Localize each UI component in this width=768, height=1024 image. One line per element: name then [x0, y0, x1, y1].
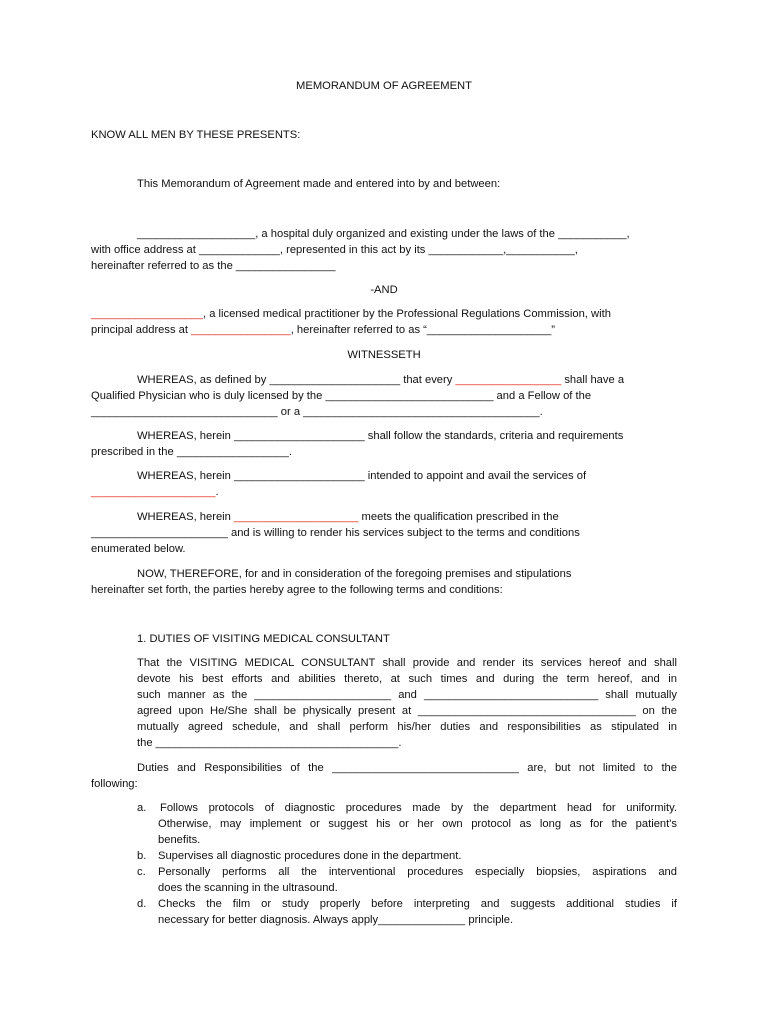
whereas3-line2: [91, 485, 219, 499]
witnesseth-heading: WITNESSETH: [347, 349, 421, 361]
list-item-d-line2: necessary for better diagnosis. Always apply______________ principle.: [158, 914, 514, 926]
list-item-a-line1: Follows protocols of diagnostic procedures made by the department head for uniformity.: [160, 802, 677, 814]
list-item-b-line1: Supervises all diagnostic procedures done in the department.: [158, 850, 462, 862]
section1-p2-line1: Duties and Responsibilities of the ______________________________ are, but not limited to the: [137, 762, 677, 774]
party1-line3: hereinafter referred to as the ________________: [91, 260, 336, 272]
list-item-a-line2: Otherwise, may implement or suggest his or her own protocol as long as for the patient's: [158, 818, 677, 830]
whereas4-line2: ______________________ and is willing to render his services subject to the terms and conditions: [91, 527, 580, 539]
party1-line1-text: , a hospital duly organized and existing under the laws of the ___________,: [255, 228, 630, 240]
list-item-c-line1: Personally performs all the interventional procedures especially biopsies, aspirations and: [158, 866, 677, 878]
section1-p1-line5: mutually agreed schedule, and shall perform his/her duties and responsibilities as stipulated in: [137, 721, 677, 733]
and-separator: -AND: [370, 284, 398, 296]
list-item-c-line2: does the scanning in the ultrasound.: [158, 882, 338, 894]
whereas2-line1: WHEREAS, herein _____________________ shall follow the standards, criteria and requirements: [137, 430, 624, 442]
party1-line2: with office address at _____________, represented in this act by its ____________,___________,: [91, 244, 578, 256]
party2-line1: [91, 307, 611, 321]
whereas3-suffix: .: [215, 486, 219, 498]
list-marker-a: a.: [137, 802, 147, 814]
now-therefore-line2: hereinafter set forth, the parties hereby agree to the following terms and conditions:: [91, 584, 503, 596]
party1-line1: [137, 227, 630, 241]
section1-p2-line2: following:: [91, 778, 138, 790]
party2-line2: [91, 323, 555, 337]
whereas1-line2: Qualified Physician who is duly licensed by the ___________________________ and a Fellow of the: [91, 390, 592, 402]
whereas4-line3: enumerated below.: [91, 543, 186, 555]
whereas1-prefix: WHEREAS, as defined by _____________________ that every: [137, 374, 456, 386]
whereas4-prefix: WHEREAS, herein: [137, 511, 234, 523]
whereas1-blank: _________________: [455, 374, 562, 386]
list-marker-d: d.: [137, 898, 147, 910]
party2-line2-suffix: , hereinafter referred to as “____________________”: [290, 324, 556, 336]
whereas1-line3: ______________________________ or a ______________________________________.: [91, 406, 543, 418]
list-item-d-line1: Checks the film or study properly before interpreting and suggests additional studies if: [158, 898, 677, 910]
know-all-heading: KNOW ALL MEN BY THESE PRESENTS:: [91, 129, 301, 141]
whereas3-line1: WHEREAS, herein _____________________ intended to appoint and avail the services of: [137, 470, 587, 482]
whereas4-line1: [137, 510, 559, 524]
whereas4-blank: ____________________: [234, 511, 359, 523]
list-item-a-line3: benefits.: [158, 834, 201, 846]
section1-p1-line4: agreed upon He/She shall be physically present at ___________________________________ on the: [137, 705, 677, 717]
list-marker-b: b.: [137, 850, 147, 862]
section1-heading: 1. DUTIES OF VISITING MEDICAL CONSULTANT: [137, 633, 390, 645]
section1-p1-line3: such manner as the ______________________ and ____________________________ shall mutually: [137, 689, 677, 701]
intro-paragraph: This Memorandum of Agreement made and entered into by and between:: [137, 178, 501, 190]
document-title: MEMORANDUM OF AGREEMENT: [296, 80, 472, 92]
whereas3-blank: ____________________: [91, 486, 216, 498]
whereas4-suffix: meets the qualification prescribed in the: [358, 511, 559, 523]
list-marker-c: c.: [137, 866, 146, 878]
party2-line2-prefix: principal address at: [91, 324, 192, 336]
party2-address-blank: ________________: [191, 324, 291, 336]
whereas2-line2: prescribed in the __________________.: [91, 446, 292, 458]
whereas1-line1: [137, 373, 624, 387]
party1-name-blank: ___________________: [137, 228, 256, 240]
section1-p1-line6: the _______________________________________.: [137, 737, 402, 749]
section1-p1-line2: devote his best efforts and abilities thereto, at such times and during the term hereof, and in: [137, 673, 677, 685]
section1-p1-line1: That the VISITING MEDICAL CONSULTANT shall provide and render its services hereof and shall: [137, 657, 677, 669]
party2-name-blank: __________________: [91, 308, 203, 320]
party2-line1-text: , a licensed medical practitioner by the Professional Regulations Commission, with: [203, 308, 611, 320]
whereas1-suffix: shall have a: [561, 374, 625, 386]
now-therefore-line1: NOW, THEREFORE, for and in consideration of the foregoing premises and stipulations: [137, 568, 572, 580]
